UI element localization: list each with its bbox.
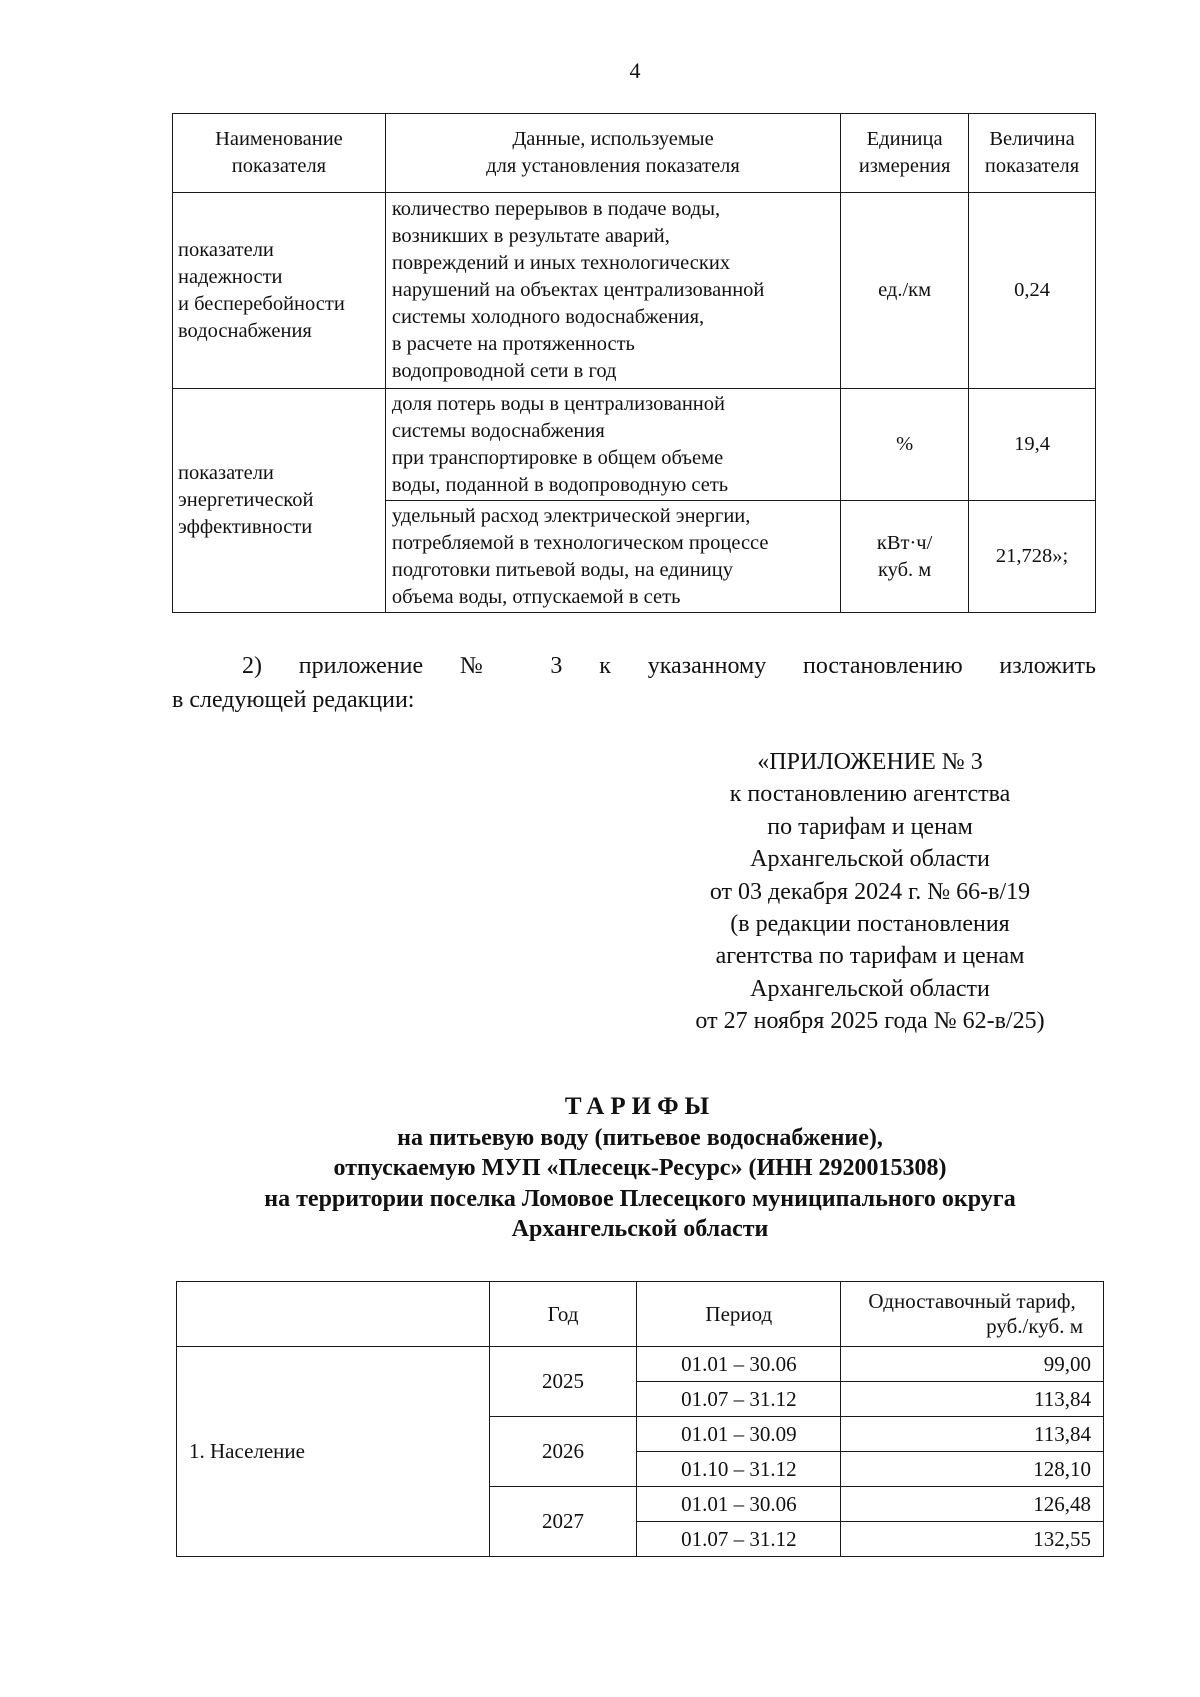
appendix-line: от 03 декабря 2024 г. № 66-в/19 xyxy=(709,878,1031,905)
energy-losses-value: 19,4 xyxy=(969,389,1096,501)
period-cell: 01.01 – 30.06 xyxy=(637,1487,841,1522)
header-blank xyxy=(177,1282,490,1347)
tariff-title-line: на питьевую воду (питьевое водоснабжение), xyxy=(397,1124,883,1151)
tariff-heading: ТАРИФЫ xyxy=(564,1093,716,1120)
period-cell: 01.07 – 31.12 xyxy=(637,1522,841,1557)
energy-consumption-value: 21,728»; xyxy=(969,501,1096,613)
paragraph-line-2: в следующей редакции: xyxy=(172,687,415,713)
header-value: Величина показателя xyxy=(969,114,1096,193)
page-number: 4 xyxy=(629,58,641,83)
header-period: Период xyxy=(637,1282,841,1347)
paragraph-line-1: 2) приложение № 3 к указанному постановлению изложить xyxy=(242,653,1096,679)
year-cell: 2027 xyxy=(489,1487,637,1557)
period-cell: 01.07 – 31.12 xyxy=(637,1382,841,1417)
tariff-title-line: на территории поселка Ломовое Плесецкого муниципального округа xyxy=(264,1185,1016,1212)
tariff-cell: 113,84 xyxy=(841,1382,1104,1417)
tariff-cell: 132,55 xyxy=(841,1522,1104,1557)
tariff-cell: 113,84 xyxy=(841,1417,1104,1452)
period-cell: 01.10 – 31.12 xyxy=(637,1452,841,1487)
tariff-title xyxy=(160,1092,1120,1245)
tariff-cell: 99,00 xyxy=(841,1347,1104,1382)
appendix-line: агентства по тарифам и ценам xyxy=(715,943,1025,970)
tariff-title-line: отпускаемую МУП «Плесецк-Ресурс» (ИНН 2920015308) xyxy=(333,1155,947,1181)
header-year: Год xyxy=(489,1282,637,1347)
tariff-table xyxy=(176,1281,1104,1557)
category-population: 1. Население xyxy=(177,1347,490,1557)
header-indicator-name: Наименование показателя xyxy=(173,114,386,193)
year-cell: 2025 xyxy=(489,1347,637,1417)
energy-name: показатели энергетической эффективности xyxy=(173,389,386,613)
tariff-title-line: Архангельской области xyxy=(511,1216,769,1242)
table-row-reliability xyxy=(173,193,1096,389)
appendix-line: Архангельской области xyxy=(750,846,990,873)
appendix-header xyxy=(650,746,1090,1038)
energy-consumption-data: удельный расход электрической энергии, потребляемой в технологическом процессе подготовки питьевой воды, на единицу объема воды, отпускаемой в сеть xyxy=(385,501,840,613)
appendix-line: к постановлению агентства xyxy=(729,781,1011,808)
year-cell: 2026 xyxy=(489,1417,637,1487)
reliability-unit: ед./км xyxy=(841,193,969,389)
reliability-name: показатели надежности и бесперебойности водоснабжения xyxy=(173,193,386,389)
tariff-cell: 126,48 xyxy=(841,1487,1104,1522)
reliability-data: количество перерывов в подаче воды, возникших в результате аварий, повреждений и иных технологических нарушений на объектах централизованной системы холодного водоснабжения, в расчете на протяженность водопроводной сети в год xyxy=(385,193,840,389)
energy-consumption-unit: кВт·ч/ куб. м xyxy=(841,501,969,613)
indicators-table xyxy=(172,113,1096,613)
header-tariff: Одноставочный тариф, руб./куб. м xyxy=(841,1282,1104,1347)
header-indicator-data: Данные, используемые для установления показателя xyxy=(385,114,840,193)
period-cell: 01.01 – 30.06 xyxy=(637,1347,841,1382)
appendix-line: «ПРИЛОЖЕНИЕ № 3 xyxy=(757,749,983,775)
energy-losses-data: доля потерь воды в централизованной системы водоснабжения при транспортировке в общем объеме воды, поданной в водопроводную сеть xyxy=(385,389,840,501)
table-row-energy-losses xyxy=(173,389,1096,501)
appendix-line: Архангельской области xyxy=(750,975,990,1002)
reliability-value: 0,24 xyxy=(969,193,1096,389)
appendix-line: от 27 ноября 2025 года № 62-в/25) xyxy=(695,1008,1045,1035)
appendix-line: по тарифам и ценам xyxy=(767,813,973,840)
energy-losses-unit: % xyxy=(841,389,969,501)
tariff-cell: 128,10 xyxy=(841,1452,1104,1487)
table-row xyxy=(177,1347,1104,1382)
header-unit: Единица измерения xyxy=(841,114,969,193)
appendix-line: (в редакции постановления xyxy=(730,911,1010,938)
period-cell: 01.01 – 30.09 xyxy=(637,1417,841,1452)
tariff-header-row xyxy=(177,1282,1104,1347)
indicators-header-row xyxy=(173,114,1096,193)
